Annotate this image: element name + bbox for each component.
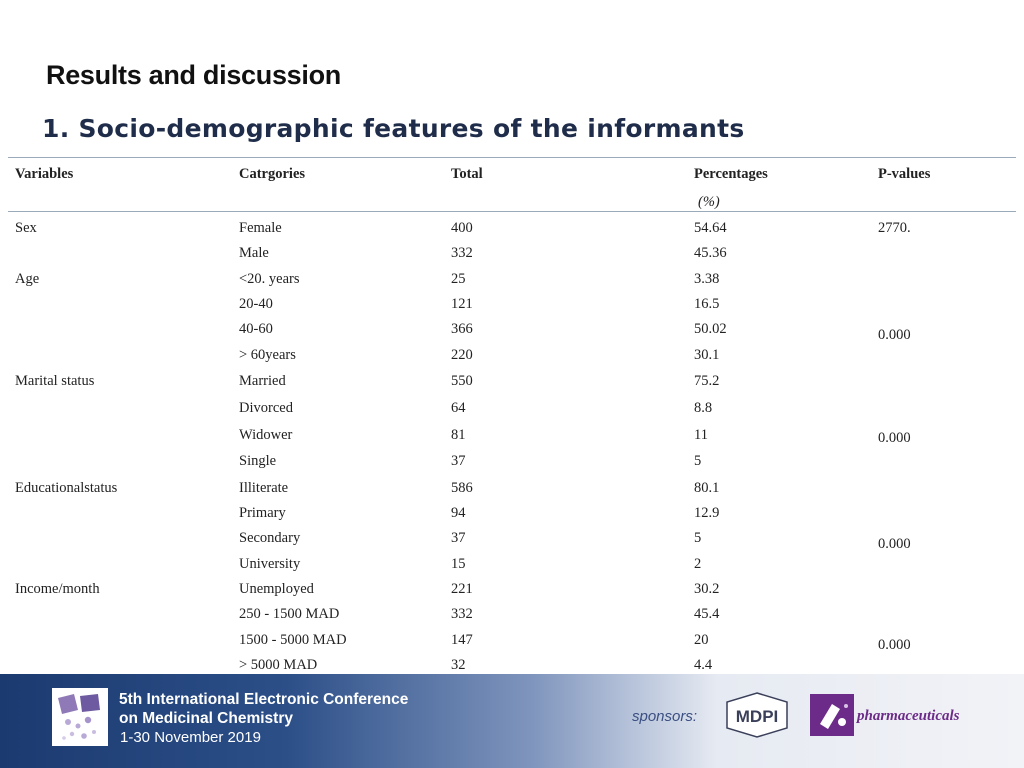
cell-percentage: 45.4 <box>694 606 720 622</box>
cell-pvalue: 0.000 <box>878 536 911 552</box>
header-categories: Catrgories <box>239 166 306 182</box>
cell-total: 400 <box>451 220 473 236</box>
header-variables: Variables <box>15 166 74 182</box>
cell-category: University <box>239 556 301 572</box>
conference-logo-icon <box>52 688 108 746</box>
cell-category: > 60years <box>239 347 296 363</box>
pharmaceuticals-label: pharmaceuticals <box>857 708 960 724</box>
cell-percentage: 5 <box>694 530 702 546</box>
cell-total: 550 <box>451 373 473 389</box>
cell-percentage: 30.2 <box>694 581 720 597</box>
cell-category: Single <box>239 453 277 469</box>
cell-total: 121 <box>451 296 473 312</box>
slide-heading: Results and discussion <box>46 60 341 90</box>
cell-percentage: 8.8 <box>694 400 713 416</box>
cell-percentage: 20 <box>694 632 709 648</box>
cell-category: 1500 - 5000 MAD <box>239 632 347 648</box>
cell-total: 37 <box>451 530 466 546</box>
cell-total: 586 <box>451 480 473 496</box>
cell-percentage: 30.1 <box>694 347 720 363</box>
cell-pvalue: 2770. <box>878 220 911 236</box>
slide-subheading: 1. Socio-demographic features of the informants <box>42 114 745 143</box>
cell-category: Primary <box>239 505 286 521</box>
cell-category: Widower <box>239 427 293 443</box>
cell-percentage: 45.36 <box>694 245 727 261</box>
conference-title-line1: 5th International Electronic Conference <box>119 691 409 708</box>
mdpi-logo-icon <box>724 692 790 738</box>
cell-category: Illiterate <box>239 480 289 496</box>
mdpi-logo-text: MDPI <box>735 707 779 726</box>
cell-percentage: 75.2 <box>694 373 720 389</box>
pharmaceuticals-logo-icon <box>810 694 854 736</box>
cell-category: Divorced <box>239 400 293 416</box>
table-top-rule <box>8 157 1016 158</box>
cell-category: 250 - 1500 MAD <box>239 606 340 622</box>
cell-percentage: 54.64 <box>694 220 727 236</box>
cell-total: 15 <box>451 556 466 572</box>
cell-category: Female <box>239 220 282 236</box>
cell-pvalue: 0.000 <box>878 430 911 446</box>
cell-total: 147 <box>451 632 473 648</box>
cell-percentage: 16.5 <box>694 296 720 312</box>
header-pvalues: P-values <box>878 166 931 182</box>
header-total: Total <box>451 166 483 182</box>
cell-total: 81 <box>451 427 466 443</box>
cell-total: 332 <box>451 245 473 261</box>
cell-percentage: 4.4 <box>694 657 713 673</box>
cell-category: Secondary <box>239 530 301 546</box>
cell-percentage: 80.1 <box>694 480 720 496</box>
cell-percentage: 11 <box>694 427 708 443</box>
cell-percentage: 3.38 <box>694 271 720 287</box>
conference-dates: 1-30 November 2019 <box>120 729 261 746</box>
header-percentages: Percentages <box>694 166 768 182</box>
sponsors-label: sponsors: <box>632 708 698 725</box>
conference-title <box>119 690 408 728</box>
cell-pvalue: 0.000 <box>878 637 911 653</box>
cell-total: 366 <box>451 321 473 337</box>
cell-total: 332 <box>451 606 473 622</box>
cell-category: Married <box>239 373 286 389</box>
cell-category: > 5000 MAD <box>239 657 318 673</box>
cell-category: Unemployed <box>239 581 314 597</box>
cell-total: 94 <box>451 505 466 521</box>
cell-total: 221 <box>451 581 473 597</box>
cell-category: 40-60 <box>239 321 273 337</box>
cell-total: 37 <box>451 453 466 469</box>
cell-total: 32 <box>451 657 466 673</box>
cell-total: 64 <box>451 400 466 416</box>
cell-variable: Income/month <box>15 581 100 597</box>
cell-category: 20-40 <box>239 296 273 312</box>
cell-percentage: 2 <box>694 556 702 572</box>
cell-percentage: 50.02 <box>694 321 727 337</box>
cell-category: Male <box>239 245 269 261</box>
cell-variable: Age <box>15 271 40 287</box>
cell-total: 25 <box>451 271 466 287</box>
cell-variable: Marital status <box>15 373 95 389</box>
cell-category: <20. years <box>239 271 300 287</box>
cell-total: 220 <box>451 347 473 363</box>
cell-variable: Educationalstatus <box>15 480 118 496</box>
cell-percentage: 12.9 <box>694 505 720 521</box>
cell-percentage: 5 <box>694 453 702 469</box>
conference-title-line2: on Medicinal Chemistry <box>119 710 293 727</box>
cell-variable: Sex <box>15 220 37 236</box>
header-percentages-unit: (%) <box>698 194 720 210</box>
table-header-rule <box>8 211 1016 212</box>
cell-pvalue: 0.000 <box>878 327 911 343</box>
